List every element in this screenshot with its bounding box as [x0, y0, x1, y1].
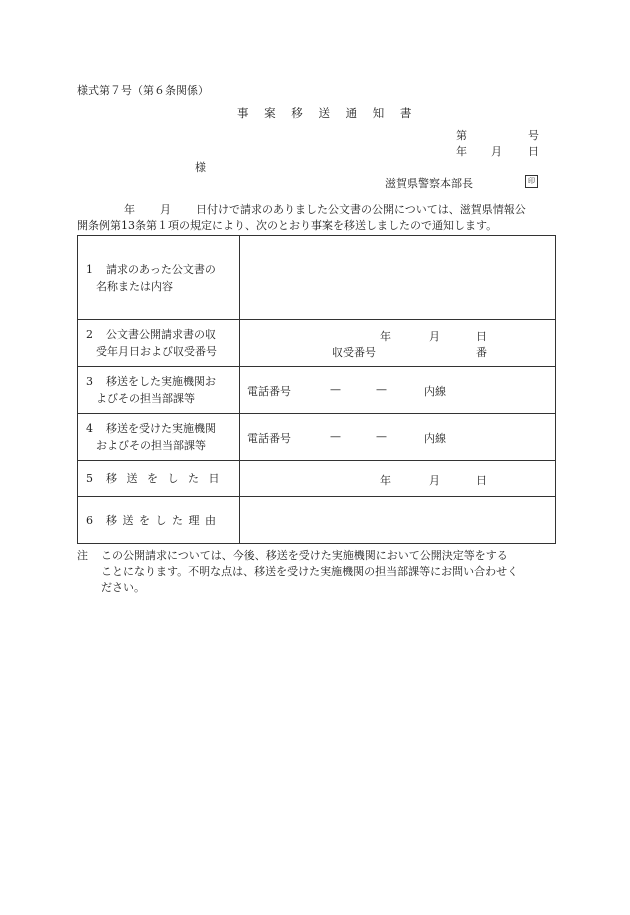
row3-dash1: — — [330, 383, 341, 396]
row6-label — [78, 497, 240, 544]
table-row-6 — [78, 497, 556, 544]
row2-num: 2 — [86, 328, 93, 341]
row3-label-line2: よびその担当部課等 — [96, 392, 195, 405]
seal-mark — [525, 175, 538, 188]
table-row-1 — [78, 236, 556, 320]
row3-dash2: — — [376, 383, 387, 396]
row2-month: 月 — [429, 330, 440, 343]
row3-label — [78, 367, 240, 414]
issuer-name: 滋賀県警察本部長 — [385, 177, 473, 190]
row3-label-line1: 移送をした実施機関お — [106, 375, 216, 388]
row1-label-line1: 請求のあった公文書の — [106, 262, 216, 276]
row4-label-line2: およびその担当部課等 — [96, 439, 206, 452]
number-suffix: 号 — [528, 129, 539, 142]
row4-phone-label: 電話番号 — [247, 432, 291, 445]
row4-label-line1: 移送を受けた実施機関 — [106, 422, 216, 435]
row2-receipt-suffix: 番 — [476, 346, 487, 359]
document-title: 事 案 移 送 通 知 書 — [237, 106, 418, 120]
row4-extension-label: 内線 — [424, 432, 446, 445]
intro-line2: 開条例第13条第１項の規定により、次のとおり事案を移送しましたので通知します。 — [77, 219, 498, 232]
note-line2: ことになります。不明な点は、移送を受けた実施機関の担当部課等にお問い合わせく — [101, 565, 519, 578]
row4-label — [78, 414, 240, 461]
row2-label-line2: 受年月日および収受番号 — [96, 345, 217, 358]
date-day-label: 日 — [528, 145, 539, 158]
table-row-5 — [78, 461, 556, 497]
transfer-table — [77, 235, 556, 544]
row6-value — [240, 497, 556, 544]
row5-day: 日 — [476, 474, 487, 487]
note-line3: ださい。 — [101, 581, 145, 594]
row4-dash2: — — [376, 430, 387, 443]
seal-char: 印 — [528, 177, 535, 185]
row6-label-text: 移 送 を し た 理 由 — [106, 513, 217, 527]
intro-month: 月 — [160, 203, 171, 216]
row4-num: 4 — [86, 422, 93, 435]
row1-label-line2: 名称または内容 — [96, 279, 173, 293]
intro-line1: 日付けで請求のありました公文書の公開については、滋賀県情報公 — [196, 203, 526, 216]
date-year-label: 年 — [456, 145, 467, 158]
row5-label — [78, 461, 240, 497]
row5-month: 月 — [429, 474, 440, 487]
row6-num: 6 — [86, 513, 93, 527]
intro-year: 年 — [124, 203, 135, 216]
row2-day: 日 — [476, 330, 487, 343]
row2-year: 年 — [380, 330, 391, 343]
note-line1: この公開請求については、今後、移送を受けた実施機関において公開決定等をする — [101, 549, 508, 562]
row5-year: 年 — [380, 474, 391, 487]
row4-value — [240, 414, 556, 461]
table-row-2 — [78, 320, 556, 367]
row2-label — [78, 320, 240, 367]
number-prefix: 第 — [456, 129, 467, 142]
row1-value — [240, 236, 556, 320]
row3-extension-label: 内線 — [424, 385, 446, 398]
row5-value — [240, 461, 556, 497]
row2-receipt-label: 収受番号 — [332, 346, 376, 359]
row3-value — [240, 367, 556, 414]
row5-label-text: 移 送 を し た 日 — [106, 472, 223, 485]
addressee-suffix: 様 — [195, 161, 206, 174]
row1-label — [78, 236, 240, 320]
row3-num: 3 — [86, 375, 93, 388]
row2-label-line1: 公文書公開請求書の収 — [106, 328, 216, 341]
form-number: 様式第７号（第６条関係） — [77, 84, 209, 97]
note-prefix: 注 — [77, 549, 88, 562]
table-row-4 — [78, 414, 556, 461]
date-month-label: 月 — [491, 145, 502, 158]
table-row-3 — [78, 367, 556, 414]
row2-value — [240, 320, 556, 367]
row4-dash1: — — [330, 430, 341, 443]
row3-phone-label: 電話番号 — [247, 385, 291, 398]
row5-num: 5 — [86, 472, 93, 485]
row1-num: 1 — [86, 262, 93, 276]
